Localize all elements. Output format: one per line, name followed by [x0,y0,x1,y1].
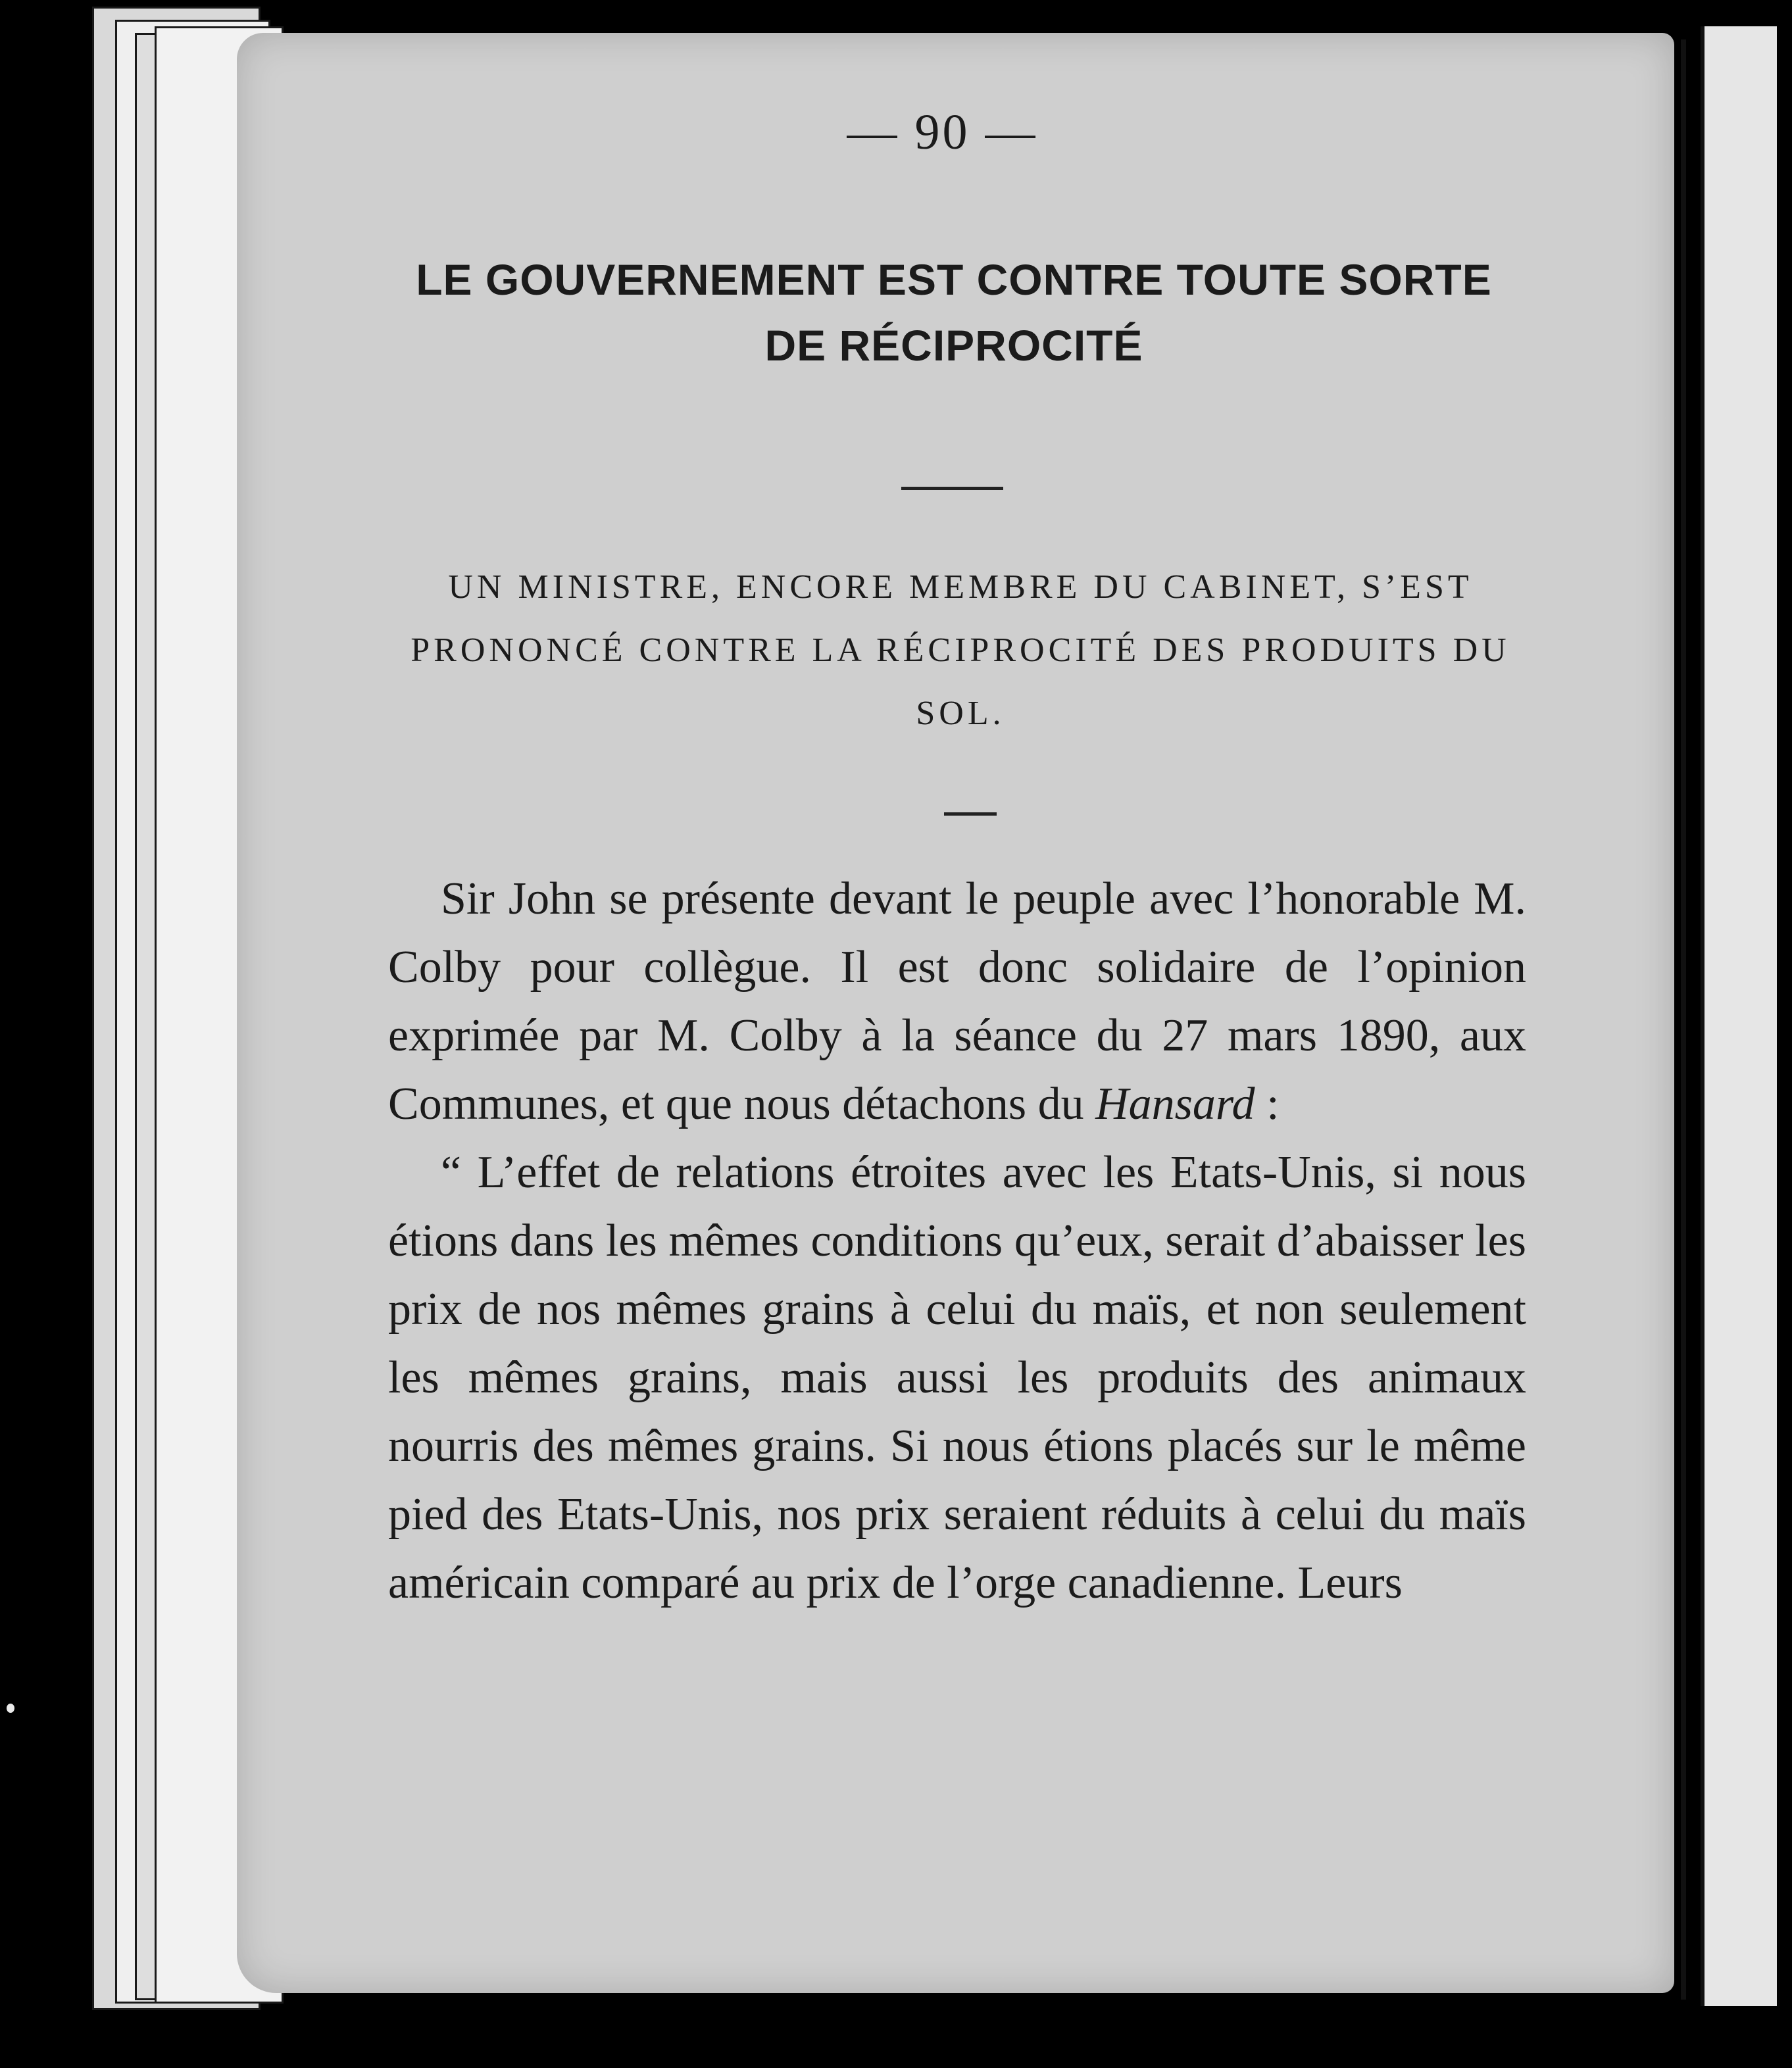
body-text [388,865,1526,1617]
quotation-paragraph: “ L’effet de relations étroites avec les Etats-Unis, si nous étions dans les mêmes conditions qu’eux, serait d’abaisser les prix de nos mêmes grains à celui du maïs, et non seulement les mêmes grains, mais aussi les produits des animaux nourris des mêmes grains. Si nous étions placés sur le même pied des Etats-Unis, nos prix seraient réduits à celui du maïs américain comparé au prix de l’orge canadienne. Leurs [388,1147,1526,1608]
facing-page [1701,26,1777,2006]
page-number: — 90 — [847,105,1038,160]
scan-speck [7,1704,14,1713]
chapter-title: LE GOUVERNEMENT EST CONTRE TOUTE SORTE DE RÉCIPROCITÉ [416,255,1492,370]
separator-rule [901,487,1003,490]
separator-rule [944,812,997,816]
paragraph-text: : [1255,1079,1280,1129]
paragraph-text: Sir John se présente devant le peuple avec l’honorable M. Colby pour collègue. Il est donc solidaire de l’opinion exprimée par M. Colby à la séance du 27 mars 1890, aux Communes, et que nous détachons du [388,874,1526,1129]
source-title: Hansard [1095,1079,1255,1129]
book-spine [1681,39,1686,2000]
book-page [237,33,1674,1993]
paragraph [388,865,1526,1139]
chapter-subtitle: UN MINISTRE, ENCORE MEMBRE DU CABINET, S’EST PRONONCÉ CONTRE LA RÉCIPROCITÉ DES PRODUITS DU SOL. [411,568,1510,732]
page-text [237,33,1674,1993]
